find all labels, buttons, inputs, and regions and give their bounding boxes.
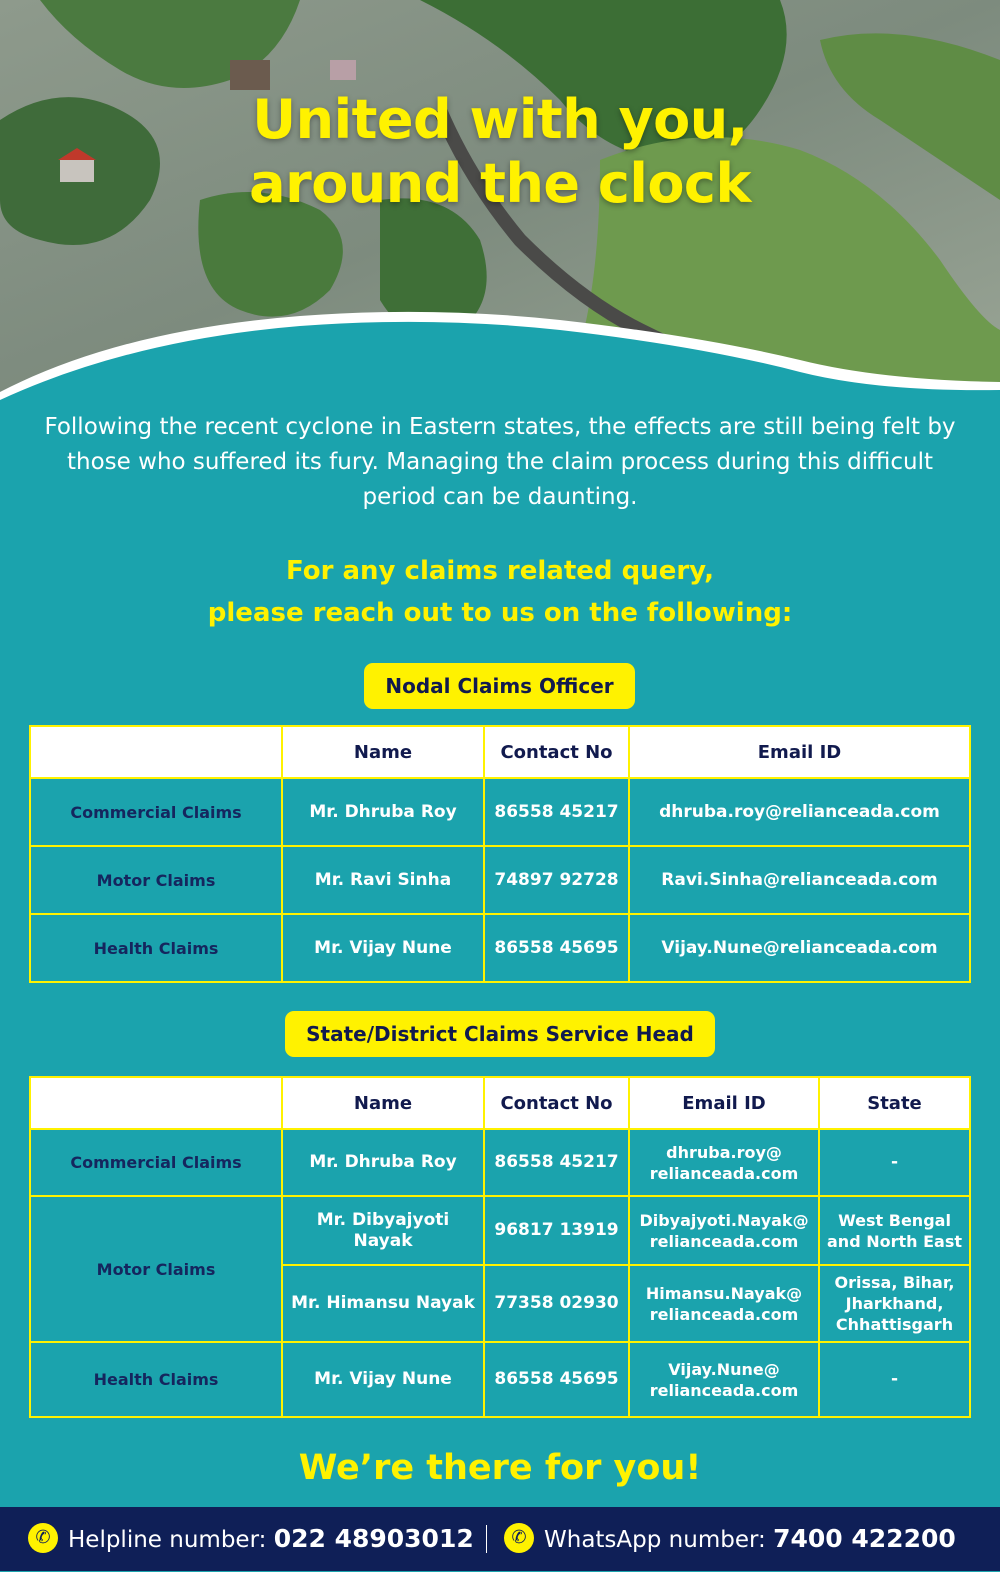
email-cell: Vijay.Nune@relianceada.com: [629, 914, 970, 982]
category-cell: Health Claims: [30, 914, 282, 982]
hero-title-line-2: around the clock: [249, 152, 751, 215]
contact-footer: [0, 1507, 1000, 1571]
email-part-2: relianceada.com: [649, 1163, 799, 1183]
name-cell: Mr. Himansu Nayak: [282, 1265, 484, 1342]
email-cell: [629, 1342, 819, 1417]
contact-cell: 86558 45217: [484, 1129, 629, 1196]
name-cell: Mr. Dhruba Roy: [282, 778, 484, 846]
hero-title-line-1: United with you,: [252, 88, 748, 151]
header-email: Email ID: [629, 1077, 819, 1129]
state-cell: [819, 1265, 970, 1342]
table-row: [30, 914, 970, 982]
table-row: [30, 1196, 970, 1265]
name-cell: Mr. Dibyajyoti Nayak: [282, 1196, 484, 1265]
nodal-claims-officer-heading: Nodal Claims Officer: [364, 663, 635, 709]
whatsapp-icon: ✆: [504, 1523, 534, 1553]
state-part-1: West Bengal: [838, 1210, 951, 1230]
email-part-1: dhruba.roy@: [666, 1142, 782, 1162]
contact-cell: 86558 45695: [484, 1342, 629, 1417]
helpline-contact[interactable]: [28, 1507, 474, 1571]
header-name: Name: [282, 1077, 484, 1129]
state-part-3: Chhattisgarh: [835, 1315, 954, 1334]
category-cell: Health Claims: [30, 1342, 282, 1417]
tagline: We’re there for you!: [298, 1448, 702, 1488]
query-line-2: please reach out to us on the following:: [207, 598, 793, 628]
category-cell: Commercial Claims: [30, 778, 282, 846]
header-state: State: [819, 1077, 970, 1129]
name-cell: Mr. Vijay Nune: [282, 1342, 484, 1417]
helpline-label: Helpline number:: [68, 1527, 267, 1553]
email-cell: [629, 1265, 819, 1342]
email-cell: [629, 1129, 819, 1196]
intro-paragraph: Following the recent cyclone in Eastern states, the effects are still being felt by those who suffered its fury. Managing the claim process during this difficult period can be daunting.: [44, 414, 956, 510]
state-cell: -: [819, 1342, 970, 1417]
whatsapp-number[interactable]: 7400 422200: [773, 1524, 956, 1553]
state-part-2: and North East: [827, 1231, 962, 1251]
email-cell: [629, 1196, 819, 1265]
category-cell: Commercial Claims: [30, 1129, 282, 1196]
name-cell: Mr. Dhruba Roy: [282, 1129, 484, 1196]
header-name: Name: [282, 726, 484, 778]
email-part-2: relianceada.com: [649, 1231, 799, 1251]
email-part-1: Dibyajyoti.Nayak@: [639, 1210, 809, 1230]
whatsapp-contact[interactable]: [504, 1507, 956, 1571]
table-row: [30, 778, 970, 846]
footer-divider: [486, 1525, 487, 1553]
header-email: Email ID: [629, 726, 970, 778]
contact-cell: 86558 45695: [484, 914, 629, 982]
state-part-1: Orissa, Bihar,: [834, 1273, 955, 1292]
email-part-1: Himansu.Nayak@: [645, 1283, 803, 1303]
hero-banner: [0, 0, 1000, 400]
whatsapp-label: WhatsApp number:: [544, 1527, 766, 1553]
state-district-table: [29, 1076, 971, 1418]
email-part-2: relianceada.com: [649, 1304, 799, 1324]
header-contact: Contact No: [484, 726, 629, 778]
helpline-number[interactable]: 022 48903012: [273, 1524, 474, 1553]
phone-icon: ✆: [28, 1523, 58, 1553]
claims-query-heading: [0, 550, 1000, 634]
header-contact: Contact No: [484, 1077, 629, 1129]
contact-cell: 86558 45217: [484, 778, 629, 846]
name-cell: Mr. Vijay Nune: [282, 914, 484, 982]
header-blank: [30, 726, 282, 778]
category-cell: Motor Claims: [30, 1196, 282, 1342]
state-district-heading: State/District Claims Service Head: [285, 1011, 715, 1057]
contact-cell: 96817 13919: [484, 1196, 629, 1265]
name-cell: Mr. Ravi Sinha: [282, 846, 484, 914]
table-header-row: [30, 726, 970, 778]
table-row: [30, 1129, 970, 1196]
table-row: [30, 846, 970, 914]
hero-title: [0, 88, 1000, 216]
state-part-2: Jharkhand,: [845, 1294, 944, 1313]
table-row: [30, 1342, 970, 1417]
email-cell: dhruba.roy@relianceada.com: [629, 778, 970, 846]
nodal-claims-table: [29, 725, 971, 983]
state-cell: [819, 1196, 970, 1265]
category-cell: Motor Claims: [30, 846, 282, 914]
header-blank: [30, 1077, 282, 1129]
contact-cell: 77358 02930: [484, 1265, 629, 1342]
contact-cell: 74897 92728: [484, 846, 629, 914]
state-cell: -: [819, 1129, 970, 1196]
email-part-2: relianceada.com: [649, 1380, 799, 1400]
query-line-1: For any claims related query,: [286, 556, 714, 586]
email-part-1: Vijay.Nune@: [668, 1359, 780, 1379]
table-header-row: [30, 1077, 970, 1129]
email-cell: Ravi.Sinha@relianceada.com: [629, 846, 970, 914]
